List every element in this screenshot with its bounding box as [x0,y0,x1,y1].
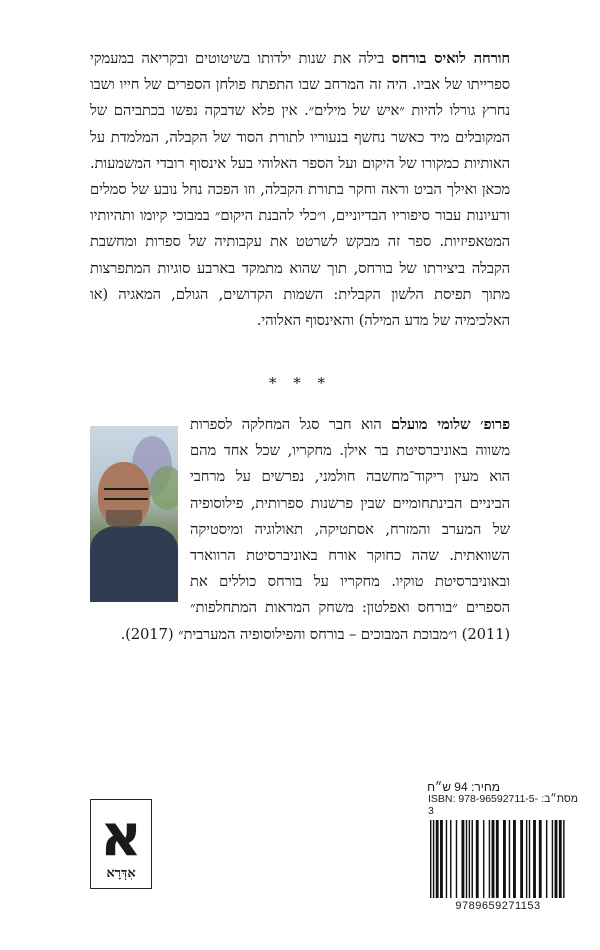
barcode-bar [433,820,434,898]
author-bio-text: הוא חבר סגל המחלקה לספרות משווה באוניברסיטת בר אילן. מחקריו, שכל אחד מהם הוא מעין ריקוד־מחשבה חולמני, נפרשים על מרחבי הביניים הבינתחומיים שבין פרשנות ספרותית, פילוסופיה של המערב והמזרח, אסתטיקה, תאולוגיה ומיסטיקה השוואתית. שהה כחוקר אורח באוניברסיטת הרווארד ובאוניברסיטת טוקיו. מחקריו על בורחס כוללים את הספרים ״בורחס ואפלטון: משחק המראות המתחלפות״ (2011) ו״מבוכת המבוכים – בורחס והפילוסופיה המערבית״ (2017). [120,416,510,643]
publisher-logo [90,799,152,889]
barcode-bar [552,820,553,898]
barcode-bar [440,820,443,898]
barcode-bar [472,820,473,898]
barcode-bar [563,820,564,898]
barcode-bar [436,820,439,898]
barcode-block [428,793,578,912]
barcode-bar [520,820,523,898]
barcode-bar [503,820,506,898]
barcode-bar [496,820,499,898]
barcode-bar [529,820,530,898]
barcode-bar [450,820,451,898]
barcode-bar [456,820,457,898]
barcode-bar [466,820,467,898]
blurb-text: בילה את שנות ילדותו בשיטוטים ובקריאה במעמקי ספרייתו של אביו. היה זה המרחב שבו התפתח פולחן הספרים של חייו ושבו נחרץ גורלו להיות ״איש של מילים״. אין פלא שדבקה נפשו בכתביהם של המקובלים מיד כאשר נחשף בנעוריו לתורת הסוד של הקבלה, המלמדת על האותיות כמקורו של היקום ועל הספר האלוהי בעל אינסוף רובדי המשמעות. מכאן ואילך הביט וראה וחקר בתורת הקבלה, וזו הפכה נחל נובע של סמלים ורעיונות עבור סיפוריו הבדיוניים, ו״כלי להבנת היקום״ במבוכי קיומו ותהיותיו המטאפיזיות. ספר זה מבקש לשרטט את עקבותיה של ספרות ומחשבת הקבלה ביצירתו של בורחס, תוך שהוא מתמקד בארבע סוגיות המתפרצות מתוך תפיסת הלשון הקבלית: השמות הקדושים, הגולם, המאגיה (או האלכימיה של מדע המילה) והאינסוף האלוהי. [90,50,510,330]
ean-number: 9789659271153 [455,900,541,912]
section-separator: * * * [268,374,332,392]
barcode-bar [446,820,447,898]
barcode-bar [483,820,484,898]
barcode-bar [430,820,431,898]
barcode-bar [513,820,516,898]
barcode-bar [509,820,510,898]
publisher-logo-glyph: א [99,801,143,869]
barcode-bar [555,820,558,898]
isbn-hebrew-label: מסת״ב: [541,793,578,805]
barcode-bar [489,820,490,898]
barcode-bar [492,820,495,898]
author-bio [90,412,510,648]
barcode [428,820,568,898]
barcode-bar [559,820,562,898]
barcode-bar [526,820,527,898]
price-label: מחיר: 94 ש״ח [427,780,500,794]
barcode-bar [469,820,470,898]
book-blurb [90,46,510,334]
barcode-bar [476,820,479,898]
barcode-bar [546,820,547,898]
blurb-subject-name: חורחה לואיס בורחס [391,50,510,67]
barcode-bar [539,820,542,898]
author-photo [90,426,178,602]
publisher-name: אִדְּרָא [106,866,136,881]
author-name: פרופ׳ שלומי מועלם [391,416,510,433]
barcode-bar [533,820,536,898]
isbn-number: ISBN: 978-96592711-5-3 [428,793,539,817]
barcode-bar [461,820,464,898]
